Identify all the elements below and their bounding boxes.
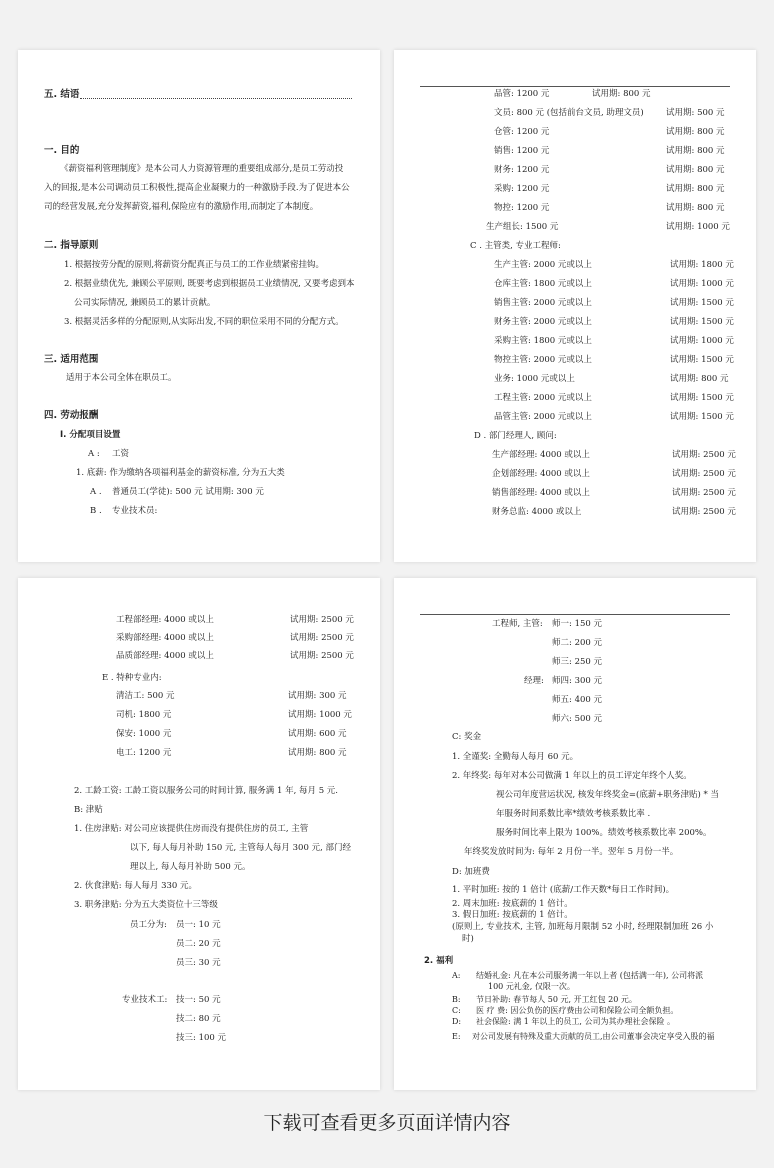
dotted-leader (80, 98, 352, 99)
salary-trial: 试用期: 800 元 (670, 374, 729, 384)
salary-role: 生产组长: 1500 元 (486, 222, 559, 232)
pay-subheading: I. 分配项目设置 (60, 430, 121, 440)
item-a-text: 工资 (112, 449, 130, 459)
welfare-d-label: D: (452, 1017, 462, 1026)
engineer-grade-label: 工程师, 主管: (492, 619, 543, 629)
salary-trial: 试用期: 800 元 (666, 184, 725, 194)
overtime-limit-2: 时) (462, 934, 474, 944)
rank-allowance: 3. 职务津贴: 分为五大类资位十三等级 (74, 900, 218, 910)
overtime-weekend: 2. 周末加班: 按底薪的 1 倍计。 (452, 899, 573, 909)
salary-role: 财务主管: 2000 元或以上 (494, 317, 592, 327)
salary-role: 司机: 1800 元 (116, 710, 172, 720)
welfare-e-text: 对公司发展有特殊及重大贡献的员工,由公司董事会决定享受入股的福 (472, 1032, 715, 1041)
tech-grade: 技一: 50 元 (176, 995, 221, 1005)
year-end-line-4: 服务时间比率上限为 100%。绩效考核系数比率 200%。 (496, 828, 712, 838)
salary-role: 采购部经理: 4000 或以上 (116, 633, 214, 643)
salary-role: 物控主管: 2000 元或以上 (494, 355, 592, 365)
manager-grade: 师五: 400 元 (552, 695, 602, 705)
category-c-heading: C . 主管类, 专业工程师: (470, 241, 561, 251)
salary-role: 保安: 1000 元 (116, 729, 172, 739)
year-end-line-1: 2. 年终奖: 每年对本公司做满 1 年以上的员工评定年终个人奖。 (452, 771, 692, 781)
salary-trial: 试用期: 2500 元 (290, 615, 354, 625)
scope-text: 适用于本公司全体在职员工。 (66, 373, 177, 383)
salary-role: 文员: 800 元 (包括前台文员, 助理文员) (494, 108, 644, 118)
item-a-label: A : (88, 449, 100, 459)
conclusion-heading: 五. 结语 (44, 89, 80, 100)
housing-line-1: 1. 住房津贴: 对公司应该提供住房而没有提供住房的员工, 主管 (74, 824, 309, 834)
welfare-c-label: C: (452, 1006, 461, 1015)
salary-trial: 试用期: 1500 元 (670, 393, 734, 403)
salary-trial: 试用期: 2500 元 (290, 651, 354, 661)
salary-role: 品管主管: 2000 元或以上 (494, 412, 592, 422)
engineer-grade: 师三: 250 元 (552, 657, 602, 667)
manager-grade: 师四: 300 元 (552, 676, 602, 686)
salary-role: 业务: 1000 元或以上 (494, 374, 575, 384)
salary-trial: 试用期: 300 元 (288, 691, 347, 701)
bonus-heading: C: 奖金 (452, 732, 482, 742)
year-end-line-5: 年终奖发放时间为: 每年 2 月份一半。翌年 5 月份一半。 (464, 847, 679, 857)
overtime-limit-1: (原则上, 专业技术, 主管, 加班每月限制 52 小时, 经理限制加班 26 小 (452, 922, 714, 932)
overtime-weekday: 1. 平时加班: 按的 1 倍计 (底薪/工作天数*每日工作时间)。 (452, 885, 675, 895)
principle-1: 1. 根据按劳分配的原则,将薪资分配真正与员工的工作业绩紧密挂钩。 (64, 260, 325, 270)
salary-trial: 试用期: 1500 元 (670, 412, 734, 422)
salary-role: 工程主管: 2000 元或以上 (494, 393, 592, 403)
meal-allowance: 2. 伙食津贴: 每人每月 330 元。 (74, 881, 198, 891)
category-a-label: A . (90, 487, 102, 497)
salary-trial: 试用期: 500 元 (666, 108, 725, 118)
section-purpose-heading: 一. 目的 (44, 145, 80, 156)
salary-trial: 试用期: 1000 元 (670, 336, 734, 346)
salary-trial: 试用期: 2500 元 (672, 507, 736, 517)
attendance-bonus: 1. 全谨奖: 全勤每人每月 60 元。 (452, 752, 579, 762)
salary-role: 清洁工: 500 元 (116, 691, 175, 701)
salary-trial: 试用期: 2500 元 (290, 633, 354, 643)
document-page-3 (18, 578, 380, 1090)
salary-role: 仓库主管: 1800 元或以上 (494, 279, 592, 289)
salary-role: 生产部经理: 4000 或以上 (492, 450, 590, 460)
document-page-4 (394, 578, 756, 1090)
section-scope-heading: 三. 适用范围 (44, 354, 99, 365)
salary-trial: 试用期: 2500 元 (672, 450, 736, 460)
salary-trial: 试用期: 1000 元 (288, 710, 352, 720)
document-page-1 (18, 50, 380, 562)
category-b-text: 专业技术员: (112, 506, 158, 516)
salary-trial: 试用期: 1500 元 (670, 317, 734, 327)
section-pay-heading: 四. 劳动报酬 (44, 410, 99, 421)
salary-role: 采购主管: 1800 元或以上 (494, 336, 592, 346)
page-header-rule (420, 86, 730, 87)
welfare-b-text: 节日补助: 春节每人 50 元, 开工红包 20 元。 (476, 995, 637, 1004)
salary-role: 财务总监: 4000 或以上 (492, 507, 582, 517)
worker-grade-label: 员工分为: (130, 920, 167, 930)
manager-grade-label: 经理: (524, 676, 544, 686)
welfare-a-line-2: 100 元礼金, 仅限一次。 (488, 982, 575, 991)
allowance-heading: B: 津贴 (74, 805, 103, 815)
welfare-b-label: B: (452, 995, 461, 1004)
salary-role: 工程部经理: 4000 或以上 (116, 615, 214, 625)
welfare-a-label: A: (452, 971, 461, 980)
overtime-heading: D: 加班费 (452, 867, 490, 877)
welfare-d-text: 社会保险: 满 1 年以上的员工, 公司为其办理社会保险 。 (476, 1017, 676, 1026)
salary-trial: 试用期: 1500 元 (670, 298, 734, 308)
manager-grade: 师六: 500 元 (552, 714, 602, 724)
purpose-line-1: 《薪资福利管理制度》是本公司人力资源管理的重要组成部分,是员工劳动投 (60, 164, 344, 174)
tech-grade: 技二: 80 元 (176, 1014, 221, 1024)
welfare-a-line-1: 结婚礼金: 凡在本公司服务满一年以上者 (包括满一年), 公司将派 (476, 971, 704, 980)
worker-grade: 员三: 30 元 (176, 958, 221, 968)
salary-trial: 试用期: 800 元 (666, 127, 725, 137)
salary-role: 仓管: 1200 元 (494, 127, 550, 137)
salary-role: 销售部经理: 4000 或以上 (492, 488, 590, 498)
salary-trial: 试用期: 800 元 (288, 748, 347, 758)
salary-role: 采购: 1200 元 (494, 184, 550, 194)
salary-trial: 试用期: 1000 元 (670, 279, 734, 289)
salary-trial: 试用期: 1500 元 (670, 355, 734, 365)
year-end-line-3: 年服务时间系数比率*绩效考核系数比率 . (496, 809, 651, 819)
welfare-heading: 2. 福利 (424, 956, 454, 966)
salary-trial: 试用期: 2500 元 (672, 488, 736, 498)
salary-role: 物控: 1200 元 (494, 203, 550, 213)
tech-grade: 技三: 100 元 (176, 1033, 226, 1043)
tech-grade-label: 专业技术工: (122, 995, 168, 1005)
category-d-heading: D . 部门经理人, 顾问: (474, 431, 557, 441)
salary-trial: 试用期: 1000 元 (666, 222, 730, 232)
principle-2b: 公司实际情况, 兼顾员工的累计贡献。 (74, 298, 216, 308)
principle-3: 3. 根据灵活多样的分配原则,从实际出发,不同的职位采用不同的分配方式。 (64, 317, 344, 327)
salary-trial: 试用期: 800 元 (592, 89, 651, 99)
category-a-text: 普通员工(学徒): 500 元 试用期: 300 元 (112, 487, 264, 497)
purpose-line-2: 入的回报,是本公司调动员工积极性,提高企业凝聚力的一种激励手段.为了促进本公 (44, 183, 350, 193)
salary-trial: 试用期: 2500 元 (672, 469, 736, 479)
salary-role: 销售: 1200 元 (494, 146, 550, 156)
category-e-heading: E . 特种专业内: (102, 673, 162, 683)
salary-role: 销售主管: 2000 元或以上 (494, 298, 592, 308)
salary-role: 财务: 1200 元 (494, 165, 550, 175)
worker-grade: 员二: 20 元 (176, 939, 221, 949)
section-principles-heading: 二. 指导原则 (44, 240, 99, 251)
salary-role: 品管: 1200 元 (494, 89, 550, 99)
purpose-line-3: 司的经营发展,充分发挥薪资,福利,保险应有的激励作用,而制定了本制度。 (44, 202, 319, 212)
worker-grade: 员一: 10 元 (176, 920, 221, 930)
category-b-label: B . (90, 506, 102, 516)
page-header-rule (420, 614, 730, 615)
housing-line-3: 理以上, 每人每月补助 500 元。 (130, 862, 251, 872)
download-prompt: 下载可查看更多页面详情内容 (263, 1112, 511, 1134)
overtime-holiday: 3. 假日加班: 按底薪的 1 倍计。 (452, 910, 573, 920)
salary-role: 品质部经理: 4000 或以上 (116, 651, 214, 661)
salary-role: 电工: 1200 元 (116, 748, 172, 758)
seniority-pay: 2. 工龄工资: 工龄工资以服务公司的时间计算, 服务满 1 年, 每月 5 元. (74, 786, 339, 796)
salary-trial: 试用期: 800 元 (666, 146, 725, 156)
salary-role: 企划部经理: 4000 或以上 (492, 469, 590, 479)
document-page-2 (394, 50, 756, 562)
principle-2a: 2. 根据业绩优先, 兼顾公平原则, 既要考虑到根据员工业绩情况, 又要考虑到本 (64, 279, 355, 289)
salary-trial: 试用期: 800 元 (666, 203, 725, 213)
salary-trial: 试用期: 800 元 (666, 165, 725, 175)
welfare-c-text: 医 疗 费: 因公负伤的医疗费由公司和保险公司全额负担。 (476, 1006, 679, 1015)
welfare-e-label: E: (452, 1032, 461, 1041)
engineer-grade: 师一: 150 元 (552, 619, 602, 629)
base-salary-line: 1. 底薪: 作为缴纳各项福利基金的薪资标准, 分为五大类 (76, 468, 285, 478)
salary-trial: 试用期: 1800 元 (670, 260, 734, 270)
engineer-grade: 师二: 200 元 (552, 638, 602, 648)
salary-role: 生产主管: 2000 元或以上 (494, 260, 592, 270)
year-end-line-2: 视公司年度营运状况, 核发年终奖金=(底薪+职务津贴) * 当 (496, 790, 719, 800)
salary-trial: 试用期: 600 元 (288, 729, 347, 739)
housing-line-2: 以下, 每人每月补助 150 元, 主管每人每月 300 元, 部门经 (130, 843, 351, 853)
